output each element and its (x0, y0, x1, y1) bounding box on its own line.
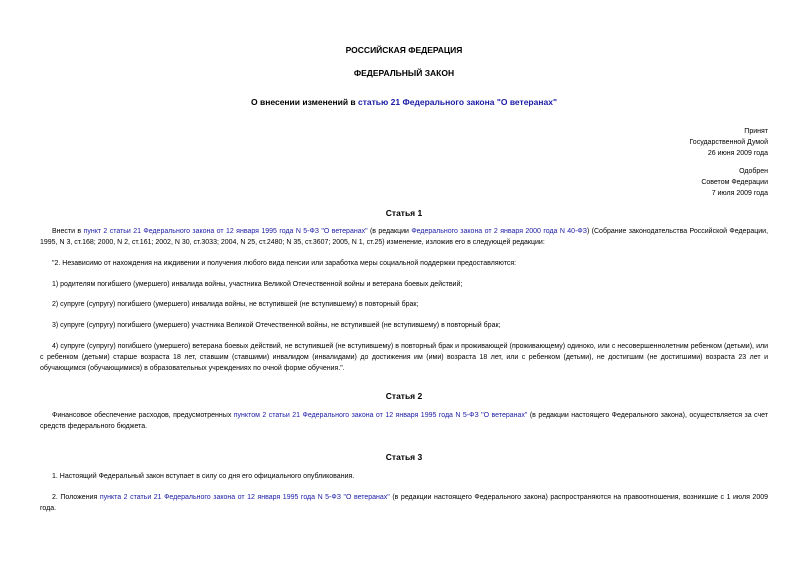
adoption-block (568, 126, 768, 159)
approval-line: Одобрен (739, 168, 768, 175)
country-heading: РОССИЙСКАЯ ФЕДЕРАЦИЯ (345, 45, 463, 55)
approval-block (568, 166, 768, 199)
paragraph-text: (в редакции настоящего Федерального закона), осуществляется за счет средств федерального бюджета. (40, 412, 768, 430)
article-2-paragraph (40, 410, 768, 432)
law-link[interactable]: пунктом 2 статьи 21 Федерального закона от 12 января 1995 года N 5-ФЗ "О ветеранах" (233, 412, 528, 419)
doc-type-heading: ФЕДЕРАЛЬНЫЙ ЗАКОН (353, 68, 455, 78)
law-link[interactable]: Федерального закона от 2 января 2000 года N 40-ФЗ (411, 228, 587, 235)
article-1-heading: Статья 1 (385, 208, 423, 218)
adoption-date: 26 июня 2009 года (707, 150, 768, 157)
adoption-line: Принят (744, 128, 768, 135)
article-3-paragraph: 1. Настоящий Федеральный закон вступает в силу со дня его официального опубликования. (52, 473, 355, 480)
paragraph-text: (в редакции (367, 228, 412, 235)
article-1-paragraph: "2. Независимо от нахождения на иждивении и получения любого вида пенсии или заработка меры социальной поддержки предоставляются: (52, 260, 517, 267)
paragraph-text: Финансовое обеспечение расходов, предусмотренных (52, 412, 234, 419)
law-link[interactable]: пункт 2 статьи 21 Федерального закона от 12 января 1995 года N 5-ФЗ "О ветеранах" (83, 228, 368, 235)
paragraph-text: 2. Положения (52, 494, 100, 501)
article-3-paragraph (40, 492, 768, 514)
title-prefix: О внесении изменений в (251, 97, 359, 107)
article-3-heading: Статья 3 (385, 452, 423, 462)
article-1-item: 2) супруге (супругу) погибшего (умершего) инвалида войны, не вступившей (не вступившему) в повторный брак; (52, 301, 419, 308)
article-2-heading: Статья 2 (385, 391, 423, 401)
article-1-paragraph (40, 226, 768, 248)
approval-line: Советом Федерации (701, 179, 768, 186)
paragraph-text: (в редакции настоящего Федерального закона) распространяются на правоотношения, возникшие с 1 июля 2009 года. (40, 494, 768, 512)
paragraph-text: ) (Собрание законодательства Российской Федерации, 1995, N 3, ст.168; 2000, N 2, ст.161; 2002, N 30, ст.3033; 2004, N 25, ст.2480; N 35, ст.3607; 2005, N 1, ст.25) изменение, изложив его в следующей редакции: (40, 228, 769, 246)
article-1-item: 4) супруге (супругу) погибшего (умершего) ветерана боевых действий, не вступившей (не вступившему) в повторный брак и проживающей (проживающему) одиноко, или с несовершеннолетним ребенком (детьми), или с ребенком (детьми) старше возраста 18 лет, ставшим (ставшими) инвалидом (инвалидами) до достижения им (ими) возраста 18 лет, или с ребенком (детьми), не достигшим (не достигшими) возраста 23 лет и обучающимся (обучающимися) в образовательных учреждениях по очной форме обучения.". (40, 343, 768, 372)
title-link[interactable]: статью 21 Федерального закона "О ветеранах" (358, 97, 557, 107)
adoption-line: Государственной Думой (689, 139, 768, 146)
article-1-item: 1) родителям погибшего (умершего) инвалида войны, участника Великой Отечественной войны и ветерана боевых действий; (52, 281, 463, 288)
paragraph-text: Внести в (52, 228, 84, 235)
article-1-item: 3) супруге (супругу) погибшего (умершего) участника Великой Отечественной войны, не вступившей (не вступившему) в повторный брак; (52, 322, 501, 329)
document-title (40, 97, 768, 107)
approval-date: 7 июля 2009 года (711, 190, 768, 197)
law-link[interactable]: пункта 2 статьи 21 Федерального закона от 12 января 1995 года N 5-ФЗ "О ветеранах" (99, 494, 390, 501)
